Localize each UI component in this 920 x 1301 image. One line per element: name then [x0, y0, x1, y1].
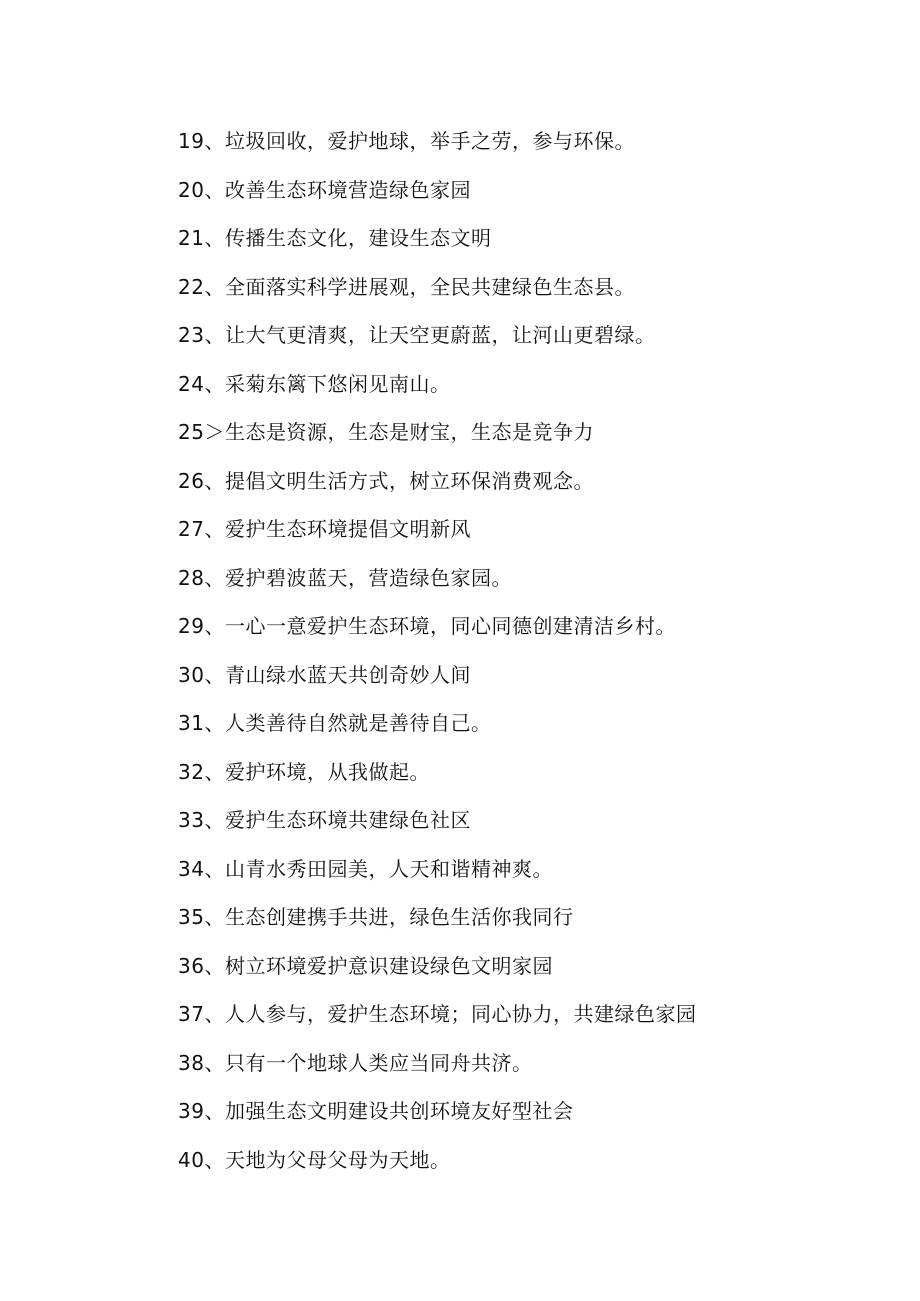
list-item	[178, 510, 696, 559]
item-text: 人类善待自然就是善待自己。	[224, 711, 492, 735]
item-number: 40、	[178, 1147, 225, 1172]
item-text: 青山绿水蓝天共创奇妙人间	[224, 662, 471, 687]
slogan-list	[178, 122, 696, 1189]
item-number: 19、	[178, 129, 225, 153]
list-item	[178, 656, 696, 705]
list-item	[178, 995, 696, 1044]
item-number: 31、	[178, 711, 225, 735]
list-item	[178, 1141, 696, 1190]
item-number: 33、	[178, 808, 225, 832]
item-number: 37、	[178, 1002, 225, 1026]
item-number: 35、	[178, 905, 225, 929]
list-item	[178, 365, 696, 414]
list-item	[178, 122, 696, 171]
list-item	[178, 607, 696, 656]
item-text: 垃圾回收，爱护地球，举手之劳，参与环保。	[224, 129, 635, 153]
list-item	[178, 850, 696, 899]
list-item	[178, 316, 696, 365]
item-number: 20、	[178, 177, 225, 202]
list-item	[178, 462, 696, 511]
item-number: 22、	[178, 274, 225, 299]
item-number: 23、	[178, 323, 225, 347]
item-text: 山青水秀田园美，人天和谐精神爽。	[224, 856, 553, 881]
item-text: 提倡文明生活方式，树立环保消费观念。	[224, 468, 594, 493]
list-item	[178, 1092, 696, 1141]
item-text: 采菊东篱下悠闲见南山。	[224, 371, 451, 396]
item-text: 让大气更清爽，让天空更蔚蓝，让河山更碧绿。	[224, 323, 656, 347]
item-text: 天地为父母父母为天地。	[224, 1147, 451, 1172]
item-number: 34、	[178, 856, 225, 881]
item-number: 21、	[178, 226, 225, 250]
item-text: 生态创建携手共进，绿色生活你我同行	[224, 905, 574, 929]
list-item	[178, 559, 696, 608]
item-number: 26、	[178, 468, 225, 493]
list-item	[178, 801, 696, 850]
list-item	[178, 947, 696, 996]
item-number: 36、	[178, 953, 225, 978]
item-text: 爱护生态环境提倡文明新风	[224, 517, 471, 541]
item-text: 只有一个地球人类应当同舟共济。	[224, 1050, 533, 1075]
item-number: 29、	[178, 614, 225, 638]
list-item	[178, 898, 696, 947]
item-number: 28、	[178, 565, 225, 590]
item-text: 一心一意爱护生态环境，同心同德创建清洁乡村。	[224, 614, 676, 638]
list-item	[178, 1044, 696, 1093]
item-number: 30、	[178, 662, 225, 687]
item-text: 爱护生态环境共建绿色社区	[224, 808, 471, 832]
item-number: 27、	[178, 517, 225, 541]
list-item	[178, 413, 696, 462]
list-item	[178, 268, 696, 317]
item-text: 全面落实科学进展观，全民共建绿色生态县。	[224, 274, 635, 299]
list-item	[178, 704, 696, 753]
item-text: 爱护碧波蓝天，营造绿色家园。	[224, 565, 512, 590]
item-number: 25＞	[178, 420, 225, 444]
item-text: 人人参与，爱护生态环境；同心协力，共建绿色家园	[224, 1002, 697, 1026]
item-text: 加强生态文明建设共创环境友好型社会	[224, 1099, 574, 1123]
list-item	[178, 753, 696, 802]
item-text: 传播生态文化，建设生态文明	[224, 226, 492, 250]
item-text: 生态是资源，生态是财宝，生态是竞争力	[224, 420, 594, 444]
item-number: 32、	[178, 759, 225, 784]
item-text: 树立环境爱护意识建设绿色文明家园	[224, 953, 553, 978]
item-number: 24、	[178, 371, 225, 396]
item-text: 改善生态环境营造绿色家园	[224, 177, 471, 202]
item-number: 39、	[178, 1099, 225, 1123]
list-item	[178, 171, 696, 220]
item-text: 爱护环境，从我做起。	[224, 759, 430, 784]
item-number: 38、	[178, 1050, 225, 1075]
list-item	[178, 219, 696, 268]
